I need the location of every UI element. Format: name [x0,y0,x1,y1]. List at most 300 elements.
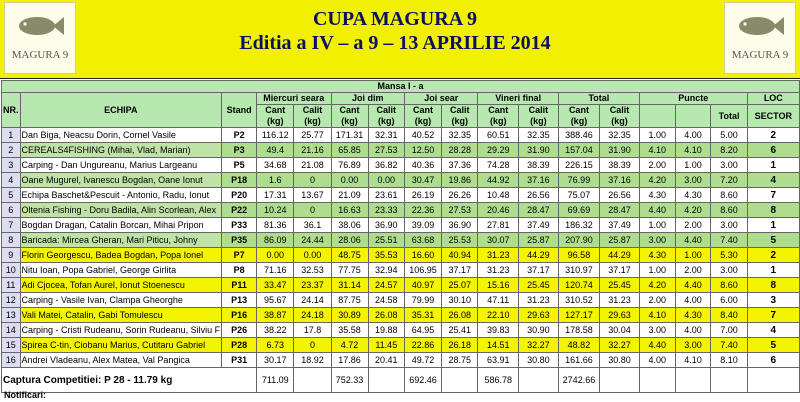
stand-cell: P20 [222,188,257,203]
loc-cell: 1 [747,263,799,278]
points-1-cell: 1.00 [639,218,675,233]
cant-total-cell: 178.58 [558,323,599,338]
calit-vineri-cell: 31.23 [518,293,558,308]
table-row [2,278,800,293]
calit-miercuri-cell: 0.00 [294,248,331,263]
cant-joi-sear-cell: 49.72 [404,353,441,368]
points-2-cell: 4.20 [675,203,711,218]
calit-miercuri-cell: 21.08 [294,158,331,173]
points-2-cell: 4.10 [675,353,711,368]
pos-cell: 3 [2,158,21,173]
points-1-cell: 4.10 [639,308,675,323]
stand-cell: P16 [222,308,257,323]
calit-total-cell: 26.56 [600,188,640,203]
cant-miercuri-cell: 30.17 [257,353,294,368]
points-1-cell: 2.00 [639,158,675,173]
pos-cell: 1 [2,128,21,143]
calit-joi-sear-cell: 25.53 [442,233,478,248]
points-1-cell: 4.40 [639,338,675,353]
blank-cell [639,368,675,393]
cant-total-cell: 75.07 [558,188,599,203]
calit-miercuri-cell: 25.77 [294,128,331,143]
calit-joi-dim-cell: 19.88 [368,323,404,338]
totals-row [2,368,800,393]
col-cant: Cant (kg) [331,105,368,128]
calit-miercuri-cell: 0 [294,203,331,218]
cant-vineri-cell: 44.92 [478,173,519,188]
pos-cell: 15 [2,338,21,353]
table-row [2,323,800,338]
loc-cell: 4 [747,173,799,188]
points-2-cell: 3.00 [675,173,711,188]
cant-joi-dim-cell: 28.06 [331,233,368,248]
calit-vineri-cell: 26.56 [518,188,558,203]
calit-total-cell: 32.27 [600,338,640,353]
points-1-cell: 4.30 [639,188,675,203]
points-total-cell: 3.00 [711,263,747,278]
calit-joi-dim-cell: 24.58 [368,293,404,308]
points-1-cell: 3.00 [639,233,675,248]
cant-joi-dim-cell: 31.14 [331,278,368,293]
cant-joi-sear-cell: 63.68 [404,233,441,248]
calit-joi-sear-cell: 19.86 [442,173,478,188]
total-vineri: 586.78 [478,368,519,393]
points-1-cell: 4.20 [639,173,675,188]
results-table [1,80,800,393]
col-points-2 [675,105,711,128]
calit-joi-sear-cell: 32.35 [442,128,478,143]
stand-cell: P2 [222,128,257,143]
cant-joi-sear-cell: 30.47 [404,173,441,188]
table-row [2,218,800,233]
cant-vineri-cell: 63.91 [478,353,519,368]
cant-total-cell: 48.82 [558,338,599,353]
cant-total-cell: 120.74 [558,278,599,293]
logo-right [724,2,796,74]
cant-miercuri-cell: 1.6 [257,173,294,188]
cant-total-cell: 127.17 [558,308,599,323]
calit-total-cell: 30.04 [600,323,640,338]
points-2-cell: 4.00 [675,128,711,143]
calit-total-cell: 31.90 [600,143,640,158]
calit-total-cell: 25.45 [600,278,640,293]
calit-vineri-cell: 25.45 [518,278,558,293]
calit-miercuri-cell: 24.14 [294,293,331,308]
name-cell: Carping - Vasile Ivan, Clampa Gheorghe [20,293,222,308]
col-points-total: Total [711,105,747,128]
pos-cell: 13 [2,308,21,323]
calit-vineri-cell: 31.90 [518,143,558,158]
name-cell: Carping - Cristi Rudeanu, Sorin Rudeanu, Silviu F [20,323,222,338]
calit-joi-sear-cell: 27.53 [442,203,478,218]
cant-vineri-cell: 27.81 [478,218,519,233]
cant-total-cell: 161.66 [558,353,599,368]
calit-vineri-cell: 38.39 [518,158,558,173]
col-nr: NR. [2,93,21,128]
cant-miercuri-cell: 38.22 [257,323,294,338]
table-row [2,338,800,353]
calit-joi-dim-cell: 23.33 [368,203,404,218]
calit-total-cell: 31.23 [600,293,640,308]
cant-joi-sear-cell: 16.60 [404,248,441,263]
name-cell: Bogdan Dragan, Catalin Borcan, Mihai Pripon [20,218,222,233]
cant-miercuri-cell: 71.16 [257,263,294,278]
cant-joi-sear-cell: 12.50 [404,143,441,158]
cant-joi-sear-cell: 64.95 [404,323,441,338]
col-calit: Calit (kg) [442,105,478,128]
calit-vineri-cell: 37.16 [518,173,558,188]
cant-joi-dim-cell: 171.31 [331,128,368,143]
name-cell: Florin Georgescu, Badea Bogdan, Popa Ionel [20,248,222,263]
stand-cell: P5 [222,158,257,173]
name-cell: Andrei Vladeanu, Alex Matea, Val Pangica [20,353,222,368]
pos-cell: 5 [2,188,21,203]
col-calit: Calit (kg) [518,105,558,128]
points-1-cell: 1.00 [639,128,675,143]
points-total-cell: 3.00 [711,158,747,173]
cant-vineri-cell: 10.48 [478,188,519,203]
table-row [2,263,800,278]
name-cell: Oane Mugurel, Ivanescu Bogdan, Oane Ionut [20,173,222,188]
cant-joi-dim-cell: 65.85 [331,143,368,158]
cant-total-cell: 157.04 [558,143,599,158]
table-row [2,308,800,323]
points-total-cell: 7.00 [711,323,747,338]
calit-vineri-cell: 44.29 [518,248,558,263]
points-2-cell: 4.40 [675,278,711,293]
points-2-cell: 4.10 [675,143,711,158]
blank-cell [442,368,478,393]
calit-joi-dim-cell: 11.45 [368,338,404,353]
cant-total-cell: 207.90 [558,233,599,248]
points-2-cell: 4.00 [675,323,711,338]
calit-vineri-cell: 30.90 [518,323,558,338]
calit-miercuri-cell: 0 [294,173,331,188]
cant-joi-sear-cell: 79.99 [404,293,441,308]
points-1-cell: 2.00 [639,293,675,308]
calit-joi-sear-cell: 25.41 [442,323,478,338]
calit-miercuri-cell: 18.92 [294,353,331,368]
col-miercuri: Miercuri seara [257,93,331,105]
cant-joi-sear-cell: 40.52 [404,128,441,143]
name-cell: CEREALS4FISHING (Mihai, Vlad, Marian) [20,143,222,158]
points-total-cell: 7.40 [711,338,747,353]
cant-joi-sear-cell: 40.36 [404,158,441,173]
stand-cell: P3 [222,143,257,158]
name-cell: Baricada: Mircea Gheran, Mari Piticu, Johny [20,233,222,248]
cant-vineri-cell: 14.51 [478,338,519,353]
cant-total-cell: 76.99 [558,173,599,188]
col-cant: Cant (kg) [257,105,294,128]
blank-cell [747,368,799,393]
points-total-cell: 8.20 [711,143,747,158]
loc-cell: 2 [747,128,799,143]
points-2-cell: 2.00 [675,263,711,278]
points-2-cell: 2.00 [675,218,711,233]
cant-miercuri-cell: 38.87 [257,308,294,323]
calit-joi-dim-cell: 24.57 [368,278,404,293]
cant-joi-dim-cell: 21.09 [331,188,368,203]
cant-joi-sear-cell: 35.31 [404,308,441,323]
cant-miercuri-cell: 34.68 [257,158,294,173]
col-cant: Cant (kg) [558,105,599,128]
pos-cell: 14 [2,323,21,338]
points-total-cell: 8.60 [711,278,747,293]
calit-joi-sear-cell: 26.08 [442,308,478,323]
name-cell: Echipa Baschet&Pescuit - Antonio, Radu, Ionut [20,188,222,203]
calit-joi-sear-cell: 30.10 [442,293,478,308]
blank-cell [600,368,640,393]
name-cell: Oltenia Fishing - Doru Badila, Alin Scorlean, Alex [20,203,222,218]
cant-joi-dim-cell: 16.63 [331,203,368,218]
page-subtitle: Editia a IV – a 9 – 13 APRILIE 2014 [239,32,551,54]
calit-total-cell: 25.87 [600,233,640,248]
cant-total-cell: 310.52 [558,293,599,308]
cant-vineri-cell: 47.11 [478,293,519,308]
calit-joi-dim-cell: 26.08 [368,308,404,323]
cant-joi-dim-cell: 77.75 [331,263,368,278]
logo-text: MAGURA 9 [731,49,789,61]
points-total-cell: 8.60 [711,188,747,203]
total-miercuri: 711.09 [257,368,294,393]
table-row [2,128,800,143]
calit-vineri-cell: 30.80 [518,353,558,368]
col-calit: Calit (kg) [368,105,404,128]
col-joi-dim: Joi dim [331,93,404,105]
cant-total-cell: 186.32 [558,218,599,233]
cant-total-cell: 69.69 [558,203,599,218]
calit-miercuri-cell: 24.44 [294,233,331,248]
name-cell: Carping - Dan Ungureanu, Marius Largeanu [20,158,222,173]
pos-cell: 10 [2,263,21,278]
calit-joi-sear-cell: 36.90 [442,218,478,233]
loc-cell: 1 [747,158,799,173]
loc-cell: 7 [747,188,799,203]
calit-total-cell: 37.49 [600,218,640,233]
calit-total-cell: 30.80 [600,353,640,368]
calit-joi-sear-cell: 37.17 [442,263,478,278]
page-title: CUPA MAGURA 9 [312,8,478,30]
loc-cell: 8 [747,278,799,293]
loc-cell: 1 [747,218,799,233]
pos-cell: 2 [2,143,21,158]
calit-miercuri-cell: 32.53 [294,263,331,278]
header-banner [0,0,800,79]
stand-cell: P11 [222,278,257,293]
name-cell: Dan Biga, Neacsu Dorin, Cornel Vasile [20,128,222,143]
cant-miercuri-cell: 0.00 [257,248,294,263]
points-2-cell: 1.00 [675,248,711,263]
points-total-cell: 6.00 [711,293,747,308]
pos-cell: 7 [2,218,21,233]
calit-joi-sear-cell: 25.07 [442,278,478,293]
total-overall: 2742.66 [558,368,599,393]
notificari-label: Notificari: [4,390,47,400]
total-joi-dim: 752.33 [331,368,368,393]
col-stand: Stand [222,93,257,128]
col-loc: LOC [747,93,799,105]
blank-cell [711,368,747,393]
calit-vineri-cell: 32.35 [518,128,558,143]
blank-cell [675,368,711,393]
col-puncte: Puncte [639,93,747,105]
cant-miercuri-cell: 17.31 [257,188,294,203]
pos-cell: 16 [2,353,21,368]
loc-cell: 6 [747,143,799,158]
calit-total-cell: 37.17 [600,263,640,278]
calit-joi-sear-cell: 40.94 [442,248,478,263]
cant-miercuri-cell: 6.73 [257,338,294,353]
cant-total-cell: 388.46 [558,128,599,143]
table-row [2,143,800,158]
col-joi-sear: Joi sear [404,93,477,105]
calit-miercuri-cell: 36.1 [294,218,331,233]
table-row [2,158,800,173]
calit-total-cell: 38.39 [600,158,640,173]
points-2-cell: 1.00 [675,158,711,173]
blank-cell [368,368,404,393]
calit-joi-dim-cell: 36.90 [368,218,404,233]
captura-label: Captura Competitiei: P 28 - 11.79 kg [2,368,257,393]
cant-joi-sear-cell: 22.86 [404,338,441,353]
cant-vineri-cell: 29.29 [478,143,519,158]
stand-cell: P31 [222,353,257,368]
calit-total-cell: 44.29 [600,248,640,263]
points-total-cell: 8.60 [711,203,747,218]
cant-miercuri-cell: 95.67 [257,293,294,308]
calit-joi-sear-cell: 28.75 [442,353,478,368]
blank-cell [294,368,331,393]
cant-vineri-cell: 31.23 [478,248,519,263]
loc-cell: 4 [747,323,799,338]
name-cell: Vali Matei, Catalin, Gabi Tomulescu [20,308,222,323]
stand-cell: P35 [222,233,257,248]
points-total-cell: 8.10 [711,353,747,368]
calit-miercuri-cell: 0 [294,338,331,353]
calit-joi-sear-cell: 26.26 [442,188,478,203]
points-total-cell: 5.00 [711,128,747,143]
cant-joi-dim-cell: 30.89 [331,308,368,323]
calit-vineri-cell: 25.87 [518,233,558,248]
points-1-cell: 4.20 [639,278,675,293]
cant-miercuri-cell: 49.4 [257,143,294,158]
manche-label: Mansa I - a [2,81,800,93]
points-1-cell: 4.10 [639,143,675,158]
points-total-cell: 8.40 [711,308,747,323]
pos-cell: 6 [2,203,21,218]
stand-cell: P18 [222,173,257,188]
calit-miercuri-cell: 13.67 [294,188,331,203]
points-2-cell: 4.30 [675,188,711,203]
cant-joi-dim-cell: 17.86 [331,353,368,368]
table-row [2,248,800,263]
calit-vineri-cell: 29.63 [518,308,558,323]
cant-total-cell: 96.58 [558,248,599,263]
loc-cell: 6 [747,353,799,368]
cant-joi-dim-cell: 0.00 [331,173,368,188]
points-1-cell: 4.00 [639,353,675,368]
points-2-cell: 4.30 [675,308,711,323]
total-joi-sear: 692.46 [404,368,441,393]
calit-vineri-cell: 28.47 [518,203,558,218]
calit-joi-dim-cell: 20.41 [368,353,404,368]
table-row [2,173,800,188]
calit-joi-sear-cell: 26.18 [442,338,478,353]
calit-joi-dim-cell: 32.94 [368,263,404,278]
cant-joi-sear-cell: 106.95 [404,263,441,278]
calit-miercuri-cell: 24.18 [294,308,331,323]
cant-total-cell: 226.15 [558,158,599,173]
cant-vineri-cell: 39.83 [478,323,519,338]
cant-miercuri-cell: 81.36 [257,218,294,233]
calit-joi-dim-cell: 32.31 [368,128,404,143]
name-cell: Spirea C-tin, Ciobanu Marius, Cutitaru Gabriel [20,338,222,353]
points-2-cell: 3.00 [675,338,711,353]
col-total: Total [558,93,639,105]
cant-joi-dim-cell: 4.72 [331,338,368,353]
cant-vineri-cell: 60.51 [478,128,519,143]
cant-vineri-cell: 15.16 [478,278,519,293]
cant-vineri-cell: 74.28 [478,158,519,173]
col-calit: Calit (kg) [294,105,331,128]
cant-vineri-cell: 20.46 [478,203,519,218]
calit-vineri-cell: 32.27 [518,338,558,353]
col-vineri: Vineri final [478,93,558,105]
loc-cell: 3 [747,293,799,308]
cant-joi-sear-cell: 26.19 [404,188,441,203]
calit-total-cell: 28.47 [600,203,640,218]
stand-cell: P7 [222,248,257,263]
calit-total-cell: 29.63 [600,308,640,323]
col-calit: Calit (kg) [600,105,640,128]
cant-miercuri-cell: 86.09 [257,233,294,248]
calit-joi-dim-cell: 23.61 [368,188,404,203]
calit-total-cell: 37.16 [600,173,640,188]
fish-icon [15,11,65,41]
stand-cell: P26 [222,323,257,338]
calit-miercuri-cell: 21.16 [294,143,331,158]
fish-icon [735,11,785,41]
points-total-cell: 3.00 [711,218,747,233]
calit-joi-dim-cell: 27.53 [368,143,404,158]
logo-text: MAGURA 9 [11,49,69,61]
stand-cell: P33 [222,218,257,233]
pos-cell: 12 [2,293,21,308]
stand-cell: P22 [222,203,257,218]
cant-miercuri-cell: 33.47 [257,278,294,293]
col-cant: Cant (kg) [478,105,519,128]
cant-miercuri-cell: 116.12 [257,128,294,143]
logo-left [4,2,76,74]
name-cell: Nitu Ioan, Popa Gabriel, George Girlita [20,263,222,278]
cant-total-cell: 310.97 [558,263,599,278]
col-points-1 [639,105,675,128]
table-row [2,203,800,218]
cant-joi-dim-cell: 35.58 [331,323,368,338]
stand-cell: P28 [222,338,257,353]
calit-vineri-cell: 37.49 [518,218,558,233]
points-2-cell: 4.00 [675,293,711,308]
cant-vineri-cell: 22.10 [478,308,519,323]
calit-joi-sear-cell: 37.36 [442,158,478,173]
points-total-cell: 7.20 [711,173,747,188]
loc-cell: 5 [747,233,799,248]
calit-vineri-cell: 37.17 [518,263,558,278]
stand-cell: P8 [222,263,257,278]
pos-cell: 4 [2,173,21,188]
name-cell: Adi Cjocea, Tofan Aurel, Ionut Stoenescu [20,278,222,293]
cant-miercuri-cell: 10.24 [257,203,294,218]
